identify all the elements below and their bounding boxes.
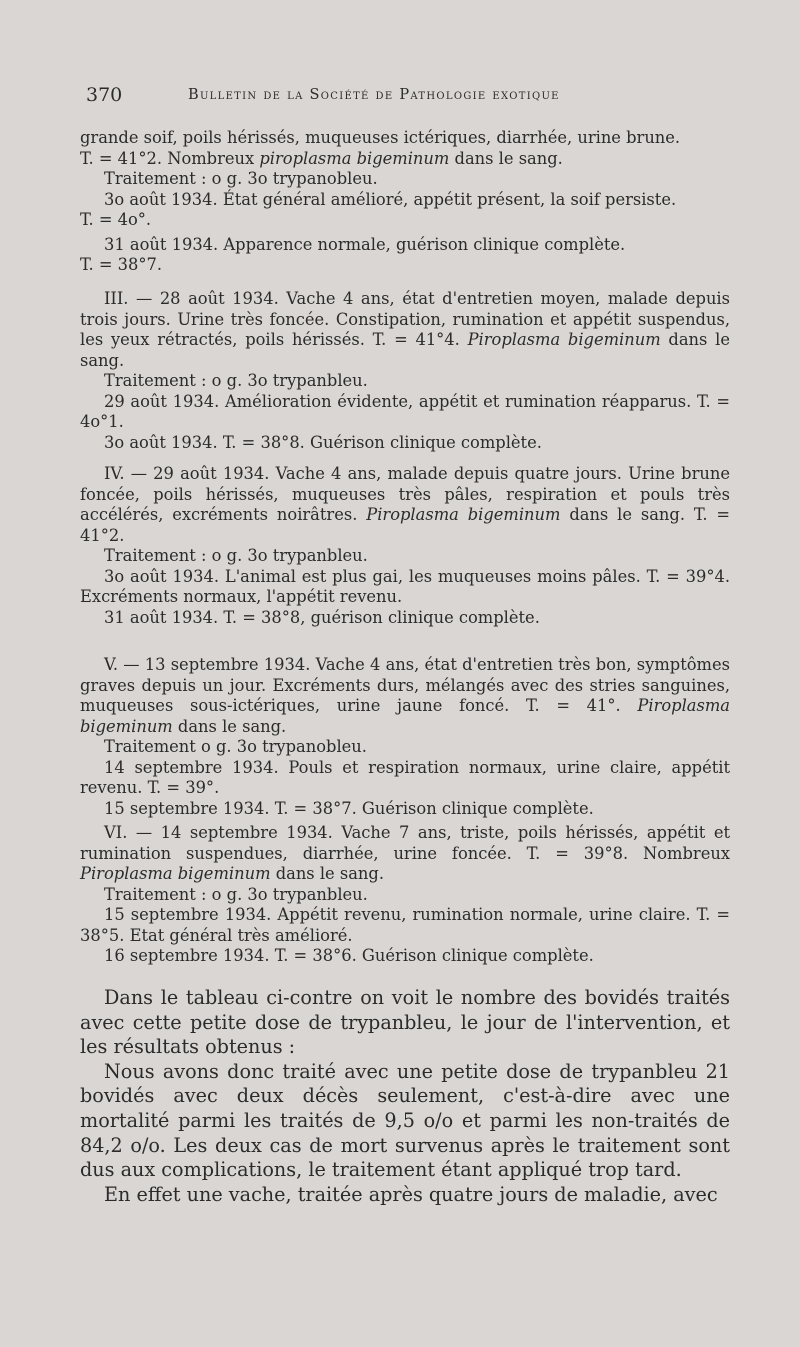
case-2-treatment: Traitement : o g. 3o trypanobleu.	[104, 169, 378, 188]
case-6-description	[80, 823, 730, 885]
conclusion-paragraph-1: Dans le tableau ci-contre on voit le nombre des bovidés traités avec cette petite dose de trypanbleu, le jour de l'intervention, et les résultats obtenus :	[80, 986, 730, 1059]
case-3-day-3: 3o août 1934. T. = 38°8. Guérison clinique complète.	[104, 432, 542, 452]
case-3-text: III. — 28 août 1934. Vache 4 ans, état d'entretien moyen, malade depuis trois jours. Urine très foncée. Constipation, rumination et appétit suspendus, les yeux rétractés, poils hérissés. T. = 41°4.	[80, 289, 730, 349]
running-title: Bulletin de la Société de Pathologie exotique	[188, 87, 560, 103]
case-4-treatment: Traitement : o g. 3o trypanbleu.	[104, 546, 368, 565]
case-5-treatment: Traitement o g. 3o trypanobleu.	[104, 737, 367, 756]
case-6-text-end: dans le sang.	[270, 864, 384, 883]
case-2-temp-3: T. = 38°7.	[80, 255, 163, 274]
species-name: Piroplasma bigeminum	[366, 505, 561, 524]
case-3	[80, 289, 730, 453]
page-header	[86, 84, 726, 108]
conclusion	[80, 986, 730, 1207]
species-name: Piroplasma bigeminum	[467, 330, 661, 349]
species-name: Piroplasma bigeminum	[80, 696, 730, 736]
case-2-text-end: dans le sang.	[449, 148, 563, 168]
case-5-text: V. — 13 septembre 1934. Vache 4 ans, état d'entretien très bon, symptômes graves depuis un jour. Excréments durs, mélangés avec des stries sanguines, muqueuses sous-ictériques, urine jaune foncé. T. = 41°.	[80, 655, 730, 715]
case-2-line-1: grande soif, poils hérissés, muqueuses ictériques, diarrhée, urine brune.	[80, 128, 681, 147]
case-4-day-3: 31 août 1934. T. = 38°8, guérison clinique complète.	[104, 607, 540, 627]
page-number: 370	[86, 84, 123, 106]
conclusion-paragraph-3: En effet une vache, traitée après quatre jours de maladie, avec	[104, 1182, 718, 1206]
case-2-continuation	[80, 128, 730, 276]
case-5-text-end: dans le sang.	[172, 716, 287, 736]
case-4-text: IV. — 29 août 1934. Vache 4 ans, malade depuis quatre jours. Urine brune foncée, poils hérissés, muqueuses très pâles, respiration et pouls très accélérés, excréments noirâtres.	[80, 464, 730, 524]
case-6-day-3: 16 septembre 1934. T. = 38°6. Guérison clinique complète.	[104, 946, 594, 965]
case-6-text: VI. — 14 septembre 1934. Vache 7 ans, triste, poils hérissés, appétit et rumination suspendues, diarrhée, urine foncée. T. = 39°8. Nombreux	[80, 823, 730, 863]
case-6-day-2: 15 septembre 1934. Appétit revenu, rumination normale, urine claire. T. = 38°5. Etat général très amélioré.	[80, 905, 730, 945]
case-5-day-3: 15 septembre 1934. T. = 38°7. Guérison clinique complète.	[104, 798, 594, 818]
case-4	[80, 464, 730, 628]
species-name: piroplasma bigeminum	[259, 148, 450, 168]
case-2-day-2: 3o août 1934. État général amélioré, appétit présent, la soif persiste.	[104, 189, 677, 209]
case-2-temp-2: T. = 4o°.	[80, 210, 152, 229]
case-3-day-2: 29 août 1934. Amélioration évidente, appétit et rumination réapparus. T. = 4o°1.	[80, 391, 730, 431]
case-6-treatment: Traitement : o g. 3o trypanbleu.	[104, 884, 368, 904]
case-2-day-3: 31 août 1934. Apparence normale, guérison clinique complète.	[104, 234, 626, 254]
case-2-line-2	[80, 149, 730, 170]
case-6	[80, 823, 730, 967]
case-4-description	[80, 464, 730, 546]
case-5-description	[80, 655, 730, 737]
case-3-treatment: Traitement : o g. 3o trypanbleu.	[104, 371, 368, 390]
case-4-text-end: dans le sang. T. = 41°2.	[80, 505, 730, 545]
case-4-day-2: 3o août 1934. L'animal est plus gai, les muqueuses moins pâles. T. = 39°4. Excréments normaux, l'appétit revenu.	[80, 566, 730, 606]
case-5-day-2: 14 septembre 1934. Pouls et respiration normaux, urine claire, appétit revenu. T. = 39°.	[80, 757, 730, 797]
case-3-description	[80, 289, 730, 371]
case-5	[80, 655, 730, 819]
case-3-text-end: dans le sang.	[80, 330, 730, 370]
case-2-text: T. = 41°2. Nombreux	[80, 148, 260, 168]
species-name: Piroplasma bigeminum	[80, 864, 271, 883]
conclusion-paragraph-2: Nous avons donc traité avec une petite dose de trypanbleu 21 bovidés avec deux décès seulement, c'est-à-dire avec une mortalité parmi les traités de 9,5 o/o et parmi les non-traités de 84,2 o/o. Les deux cas de mort survenus après le traitement sont dus aux complications, le traitement étant appliqué trop tard.	[80, 1059, 730, 1182]
